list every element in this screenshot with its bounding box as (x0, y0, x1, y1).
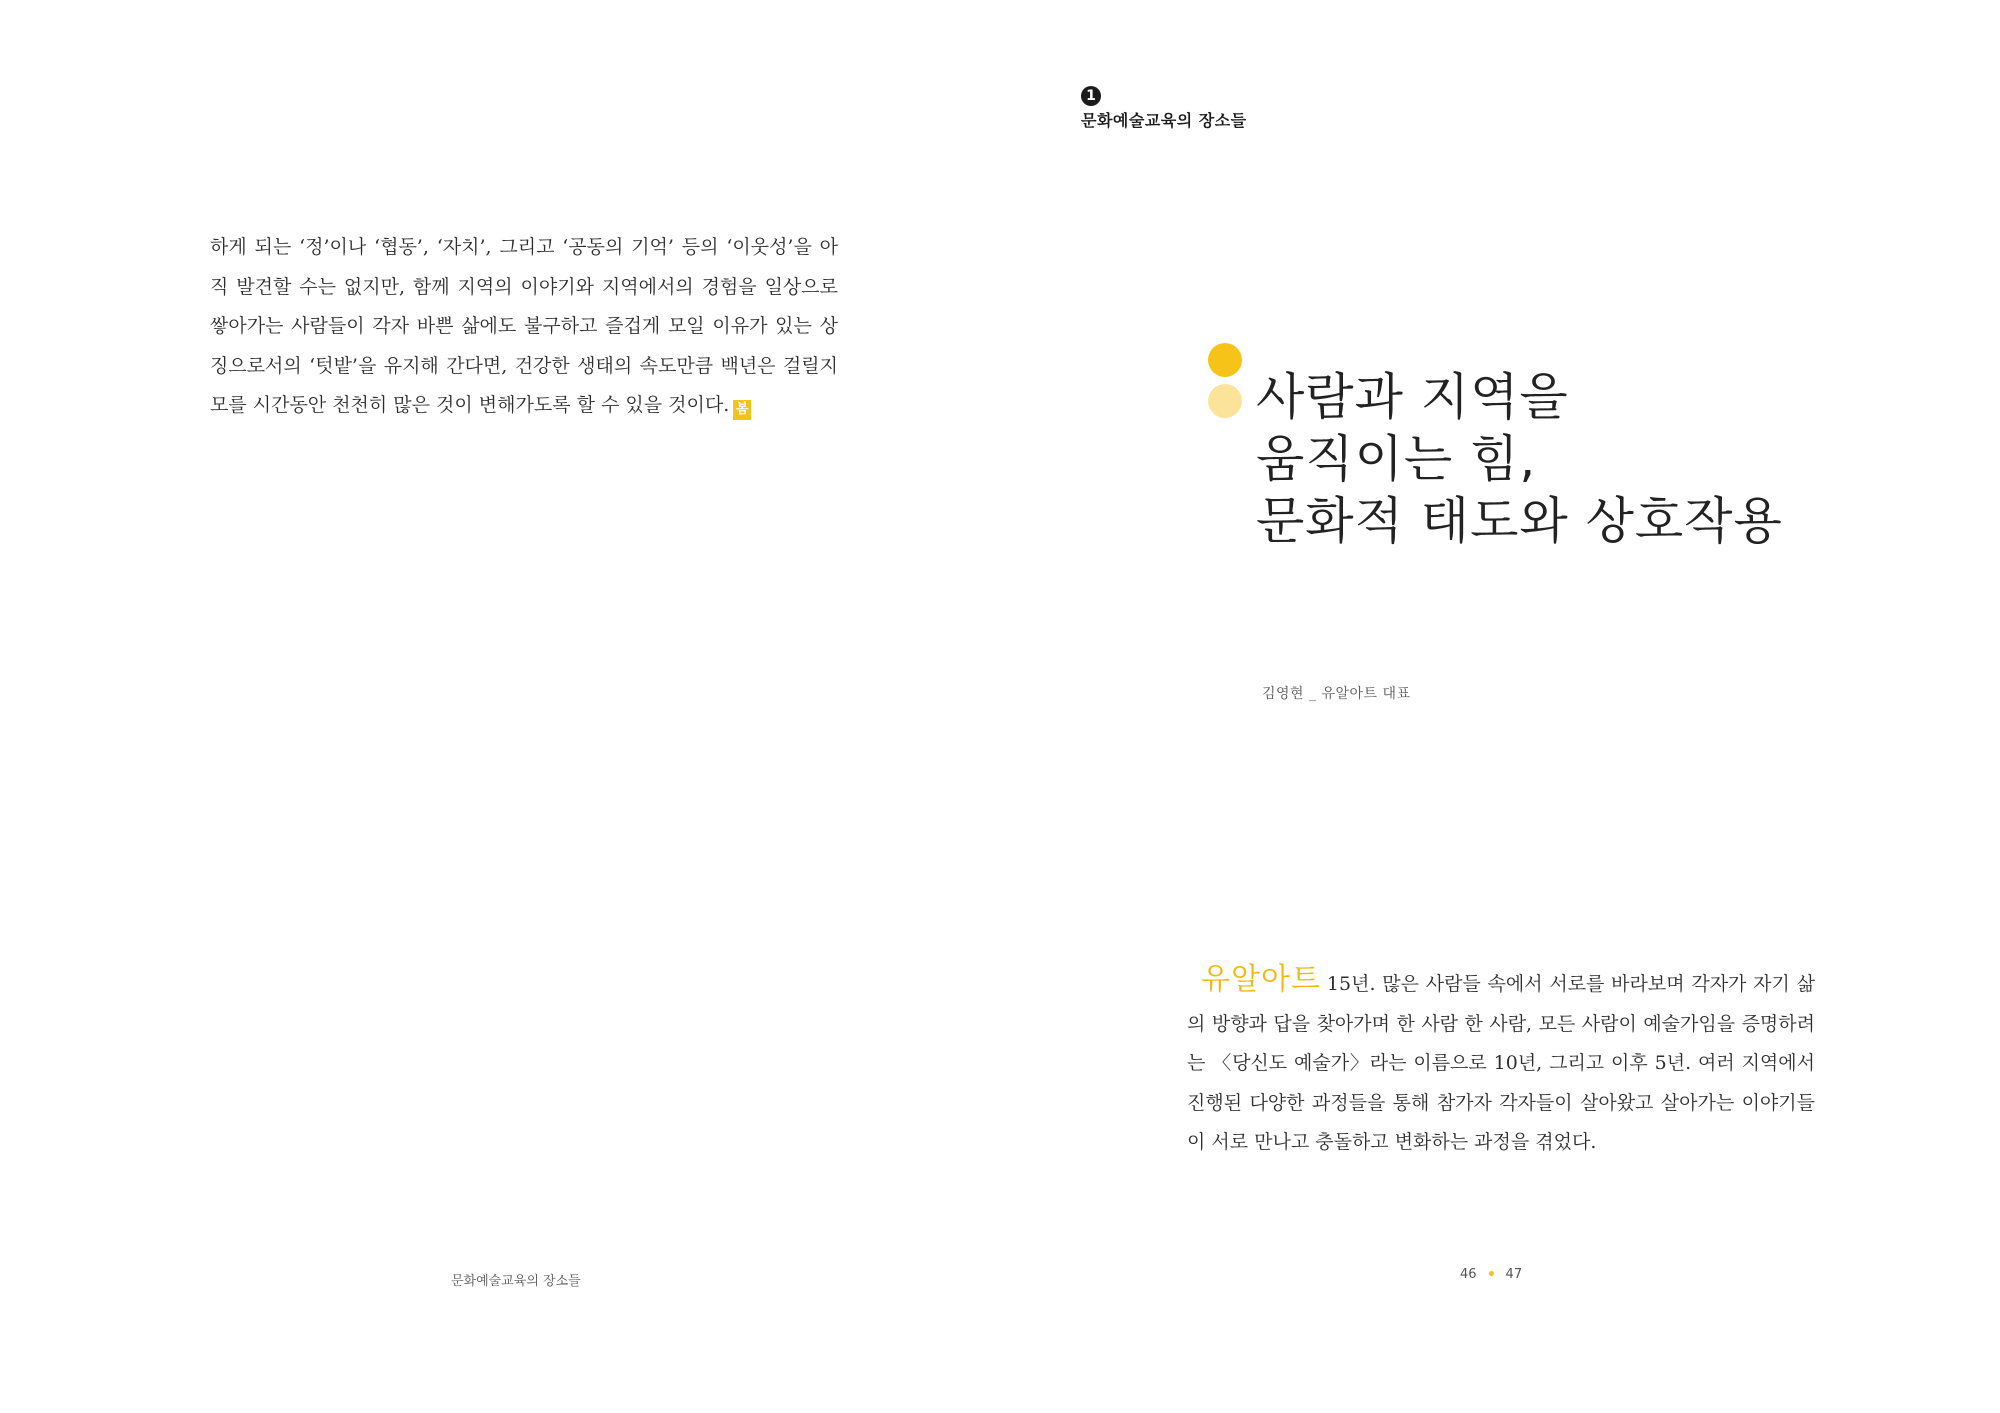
section-title: 문화예술교육의 장소들 (1081, 111, 1247, 130)
section-number-badge: 1 (1081, 86, 1101, 106)
article-title-line: 움직이는 힘, (1256, 430, 1537, 488)
title-decoration-dot-yellow (1208, 343, 1242, 377)
page-number-left: 46 (1460, 1267, 1477, 1282)
page-number-right: 47 (1505, 1267, 1523, 1282)
section-header (1081, 86, 1247, 131)
article-body (1187, 960, 1815, 1163)
left-page-body-text: 하게 되는 ‘정’이나 ‘협동’, ‘자치’, 그리고 ‘공동의 기억’ 등의 ‘이웃성’을 아직 발견할 수는 없지만, 함께 지역의 이야기와 지역에서의 경험을 일상으로 쌓아가는 사람들이 각자 바쁜 삶에도 불구하고 즐겁게 모일 이유가 있는 상징으로서의 ‘텃밭’을 유지해 간다면, 건강한 생태의 속도만큼 백년은 걸릴지 모를 시간동안 천천히 많은 것이 변해가도록 할 수 있을 것이다. (210, 236, 838, 416)
page-numbers (1460, 1267, 1522, 1282)
article-title-line: 사람과 지역을 (1256, 368, 1569, 426)
article-title (1256, 366, 1956, 552)
article-body-text: 15년. 많은 사람들 속에서 서로를 바라보며 각자가 자기 삶의 방향과 답을 찾아가며 한 사람 한 사람, 모든 사람이 예술가임을 증명하려는 〈당신도 예술가〉라는 이름으로 10년, 그리고 이후 5년. 여러 지역에서 진행된 다양한 과정들을 통해 참가자 각자들이 살아왔고 살아가는 이야기들이 서로 만나고 충돌하고 변화하는 과정을 겪었다. (1187, 973, 1815, 1153)
article-lead-word: 유알아트 (1201, 962, 1321, 997)
left-page-body (210, 228, 838, 426)
end-mark-icon: 봄 (733, 400, 751, 420)
page-separator-dot-icon (1489, 1271, 1494, 1276)
footer-running-title: 문화예술교육의 장소들 (451, 1274, 581, 1289)
article-title-line: 문화적 태도와 상호작용 (1256, 492, 1783, 550)
title-decoration-dot-light (1208, 384, 1242, 418)
author-byline: 김영현 _ 유알아트 대표 (1262, 686, 1411, 702)
